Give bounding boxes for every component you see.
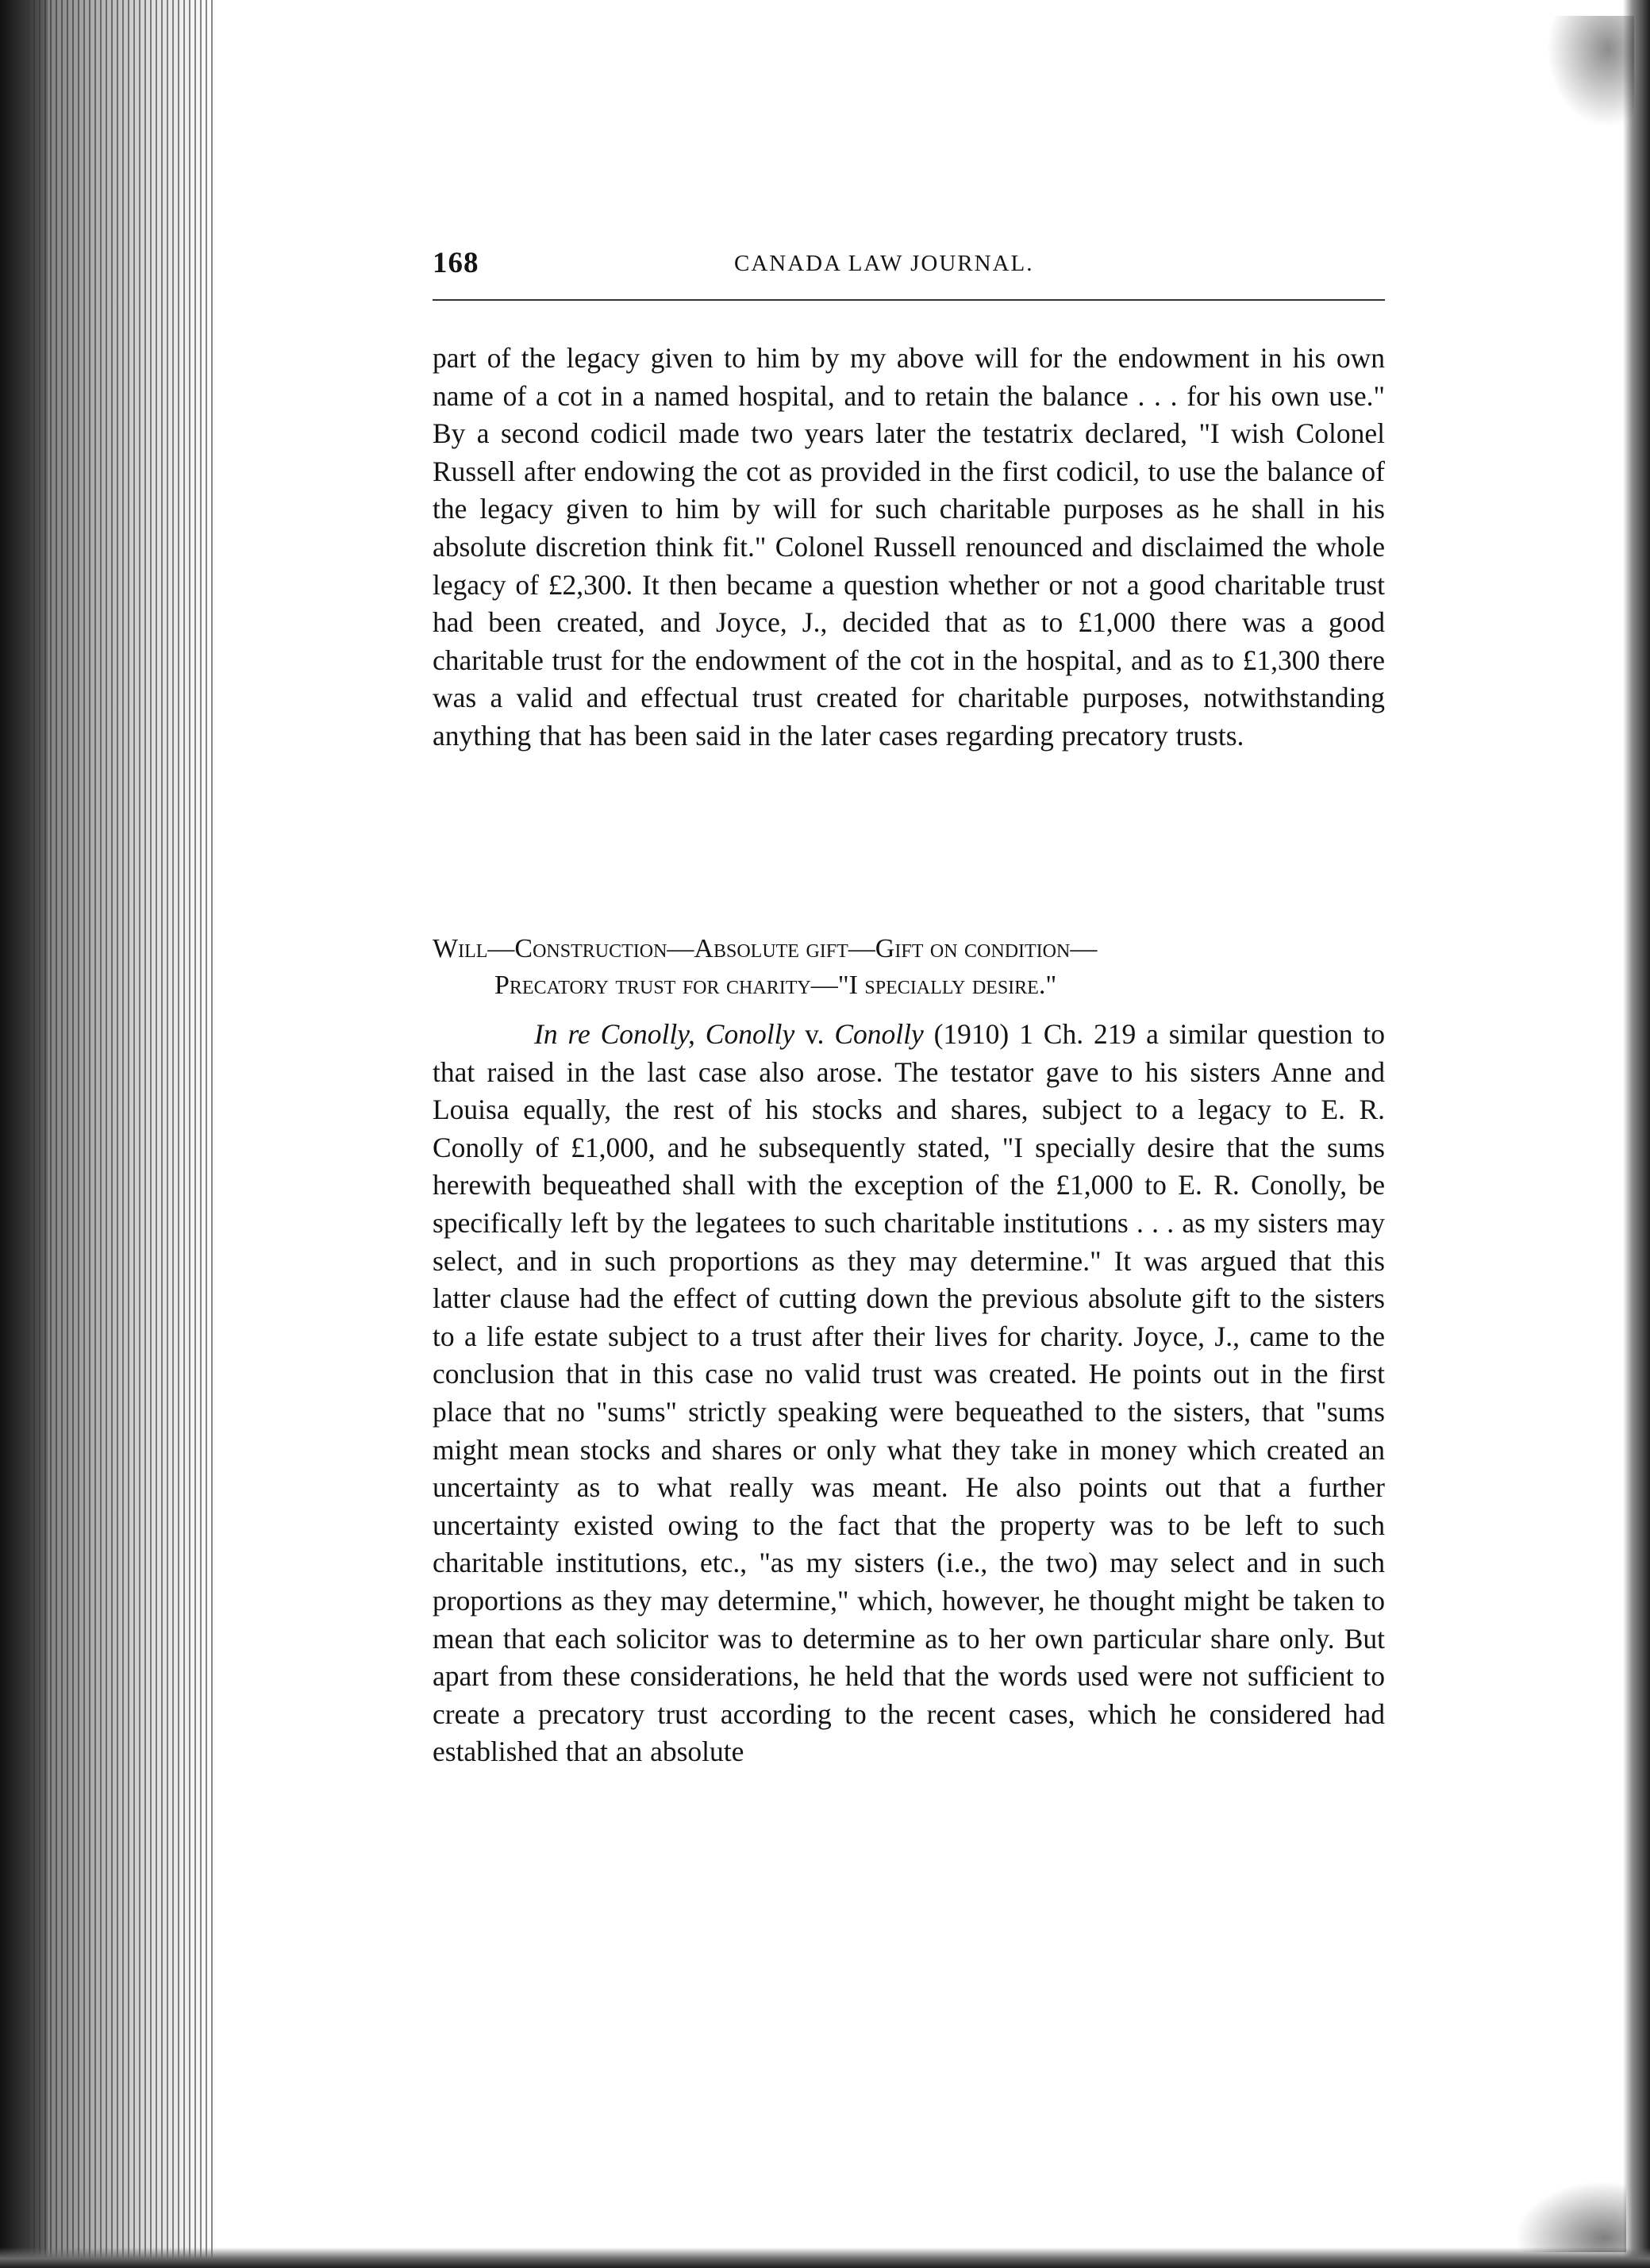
page-number: 168	[433, 247, 479, 279]
case-name: In re Conolly, Conolly	[534, 1018, 795, 1050]
paragraph-1-text: part of the legacy given to him by my above will for the endowment in his own name of a cot in a named hospital, and to retain the balance . . . for his own use." By a second codicil made two years later the testatrix declared, "I wish Colonel Russell after endowing the cot as provided in the first codicil, to use the balance of the legacy given to him by will for such charitable purposes as he shall in his absolute discretion think fit." Colonel Russell renounced and disclaimed the whole legacy of £2,300. It then became a question whether or not a good charitable trust had been created, and Joyce, J., decided that as to £1,000 there was a good charitable trust for the endowment of the cot in the hospital, and as to £1,300 there was a valid and effectual trust created for charitable purposes, notwithstanding anything that has been said in the later cases regarding precatory trusts.	[433, 342, 1385, 752]
section-heading-line-1: Will—Construction—Absolute gift—Gift on condition—	[433, 934, 1098, 963]
scan-corner-smudge-bottom	[1515, 2181, 1626, 2252]
scan-binding-edge	[0, 0, 48, 2268]
paragraph-2-text	[433, 1016, 1385, 1771]
scan-right-edge	[1623, 0, 1650, 2268]
section-heading	[433, 931, 1385, 1004]
running-head	[433, 246, 1385, 286]
paragraph-continued	[433, 340, 1385, 755]
paragraph-2-body: (1910) 1 Ch. 219 a similar question to that raised in the last case also arose. The testator gave to his sisters Anne and Louisa equally, the rest of his stocks and shares, subject to a legacy to E. R. Conolly of £1,000, and he subsequently stated, "I specially desire that the sums herewith bequeathed shall with the exception of the £1,000 to E. R. Conolly, be specifically left by the legatees to such charitable institutions . . . as my sisters may select, and in such proportions as they may determine." It was argued that this latter clause had the effect of cutting down the previous absolute gift to the sisters to a life estate subject to a trust after their lives for charity. Joyce, J., came to the conclusion that in this case no valid trust was created. He points out in the first place that no "sums" strictly speaking were bequeathed to the sisters, that "sums might mean stocks and shares or only what they take in money which created an uncertainty as to what really was meant. He also points out that a further uncertainty existed owing to the fact that the property was to be left to such charitable institutions, etc., "as my sisters (i.e., the two) may select and in such proportions as they may determine," which, however, he thought might be taken to mean that each solicitor was to determine as to her own particular share only. But apart from these considerations, he held that the words used were not sufficient to create a precatory trust according to the recent cases, which he considered had established that an absolute	[433, 1018, 1385, 1768]
journal-title: CANADA LAW JOURNAL.	[734, 251, 1034, 276]
section-heading-line-2: Precatory trust for charity—"I specially desire."	[494, 971, 1057, 1000]
case-versus: v.	[794, 1018, 835, 1050]
case-name-2: Conolly	[834, 1018, 924, 1050]
paragraph-case	[433, 1016, 1385, 1771]
header-rule	[433, 299, 1385, 301]
scan-bottom-edge	[0, 2247, 1650, 2268]
scan-corner-smudge	[1547, 16, 1634, 127]
